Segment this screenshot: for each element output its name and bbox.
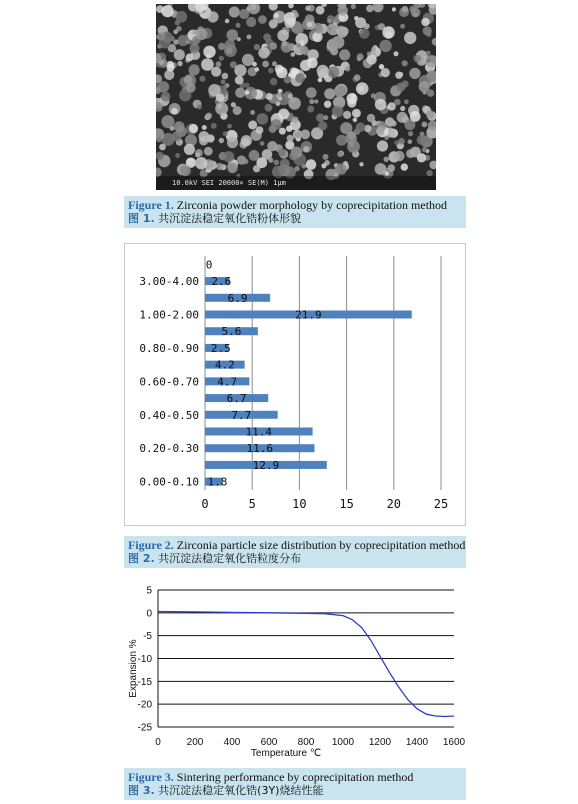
particle (394, 151, 404, 161)
particle (359, 29, 369, 39)
particle (347, 93, 358, 104)
particle (353, 118, 358, 123)
particle (408, 131, 413, 136)
particle (323, 154, 329, 160)
particle (305, 6, 310, 11)
figure3-title: Sintering performance by coprecipitation method (176, 770, 414, 784)
particle (237, 37, 241, 41)
particle (268, 68, 274, 74)
particle (354, 16, 359, 21)
x-tick-label: 10 (292, 497, 307, 511)
particle (235, 88, 245, 98)
particle (400, 106, 405, 111)
particle (373, 4, 384, 12)
figure2-title-zh: 共沉淀法稳定氧化锆粒度分布 (158, 552, 302, 565)
particle (379, 40, 391, 52)
particle (180, 166, 191, 177)
y-tick-label: -25 (137, 722, 152, 734)
particle (303, 146, 309, 152)
particle (328, 39, 339, 50)
particle (381, 68, 390, 77)
particle (253, 165, 260, 172)
particle (246, 17, 256, 27)
particle (287, 135, 294, 142)
particle (242, 54, 254, 66)
particle (254, 44, 260, 50)
particle (339, 49, 350, 60)
particle (244, 83, 249, 88)
x-tick-label: 0 (155, 737, 161, 748)
y-axis-title: Expansion % (128, 639, 139, 698)
particle (215, 102, 228, 115)
figure2-label: Figure 2. (128, 538, 174, 552)
particle (352, 109, 361, 118)
particle (423, 26, 432, 35)
particle (388, 164, 396, 172)
particle (276, 93, 282, 99)
particle (272, 61, 277, 66)
x-tick-label: 0 (201, 497, 209, 511)
particle (318, 121, 327, 130)
particle (276, 101, 281, 106)
particle (316, 6, 325, 15)
bar-chart-svg (125, 244, 465, 525)
particle (354, 74, 361, 81)
particle (278, 149, 286, 157)
particle (309, 99, 314, 104)
particle (422, 147, 427, 152)
figure1-label: Figure 1. (128, 198, 174, 212)
particle (323, 115, 328, 120)
x-tick-label: 15 (339, 497, 354, 511)
particle (196, 28, 208, 40)
particle (258, 15, 267, 24)
particle (384, 157, 389, 162)
particle (343, 111, 351, 119)
particle (156, 137, 162, 143)
particle (396, 83, 405, 92)
y-tick-label: -5 (143, 631, 152, 643)
particle (426, 58, 430, 62)
particle (162, 5, 174, 17)
particle (356, 122, 366, 132)
y-category-label: 0.00-0.10 (139, 475, 199, 489)
particle (398, 138, 405, 145)
particle (279, 128, 286, 135)
y-category-label: 0.40-0.50 (139, 408, 199, 422)
figure3-title-zh: 共沉淀法稳定氧化锆(3Y)烧结性能 (158, 784, 324, 797)
particle (306, 87, 317, 98)
particle (351, 4, 356, 9)
particle (421, 18, 429, 26)
particle (217, 104, 222, 109)
particle (336, 163, 347, 174)
particle (288, 4, 294, 8)
x-tick-label: 800 (297, 737, 315, 748)
particle (402, 6, 408, 12)
particle (171, 108, 178, 115)
figure1-title-zh: 共沉淀法稳定氧化锆粉体形貌 (158, 212, 302, 225)
particle (241, 135, 252, 146)
bar-value-label: 1.8 (207, 475, 228, 489)
figure2-caption (124, 536, 466, 568)
particle (221, 80, 226, 85)
bar-value-label: 11.6 (246, 442, 274, 456)
particle (314, 99, 318, 103)
particle (201, 58, 214, 71)
particle (227, 124, 232, 129)
particle (276, 67, 287, 78)
particle (229, 7, 240, 18)
particle (422, 122, 428, 128)
particle (384, 136, 388, 140)
particle (203, 46, 215, 58)
particle (255, 67, 260, 72)
x-tick-label: 1400 (405, 737, 429, 748)
particle (159, 144, 166, 151)
particle (195, 153, 200, 158)
particle (269, 125, 277, 133)
particle (324, 101, 331, 108)
x-tick-label: 25 (433, 497, 449, 511)
particle (195, 160, 200, 165)
particle (392, 7, 396, 11)
particle (204, 147, 213, 156)
particle-size-chart (124, 243, 466, 526)
particle (184, 75, 193, 84)
particle (250, 110, 255, 115)
particle (417, 153, 426, 162)
particle (397, 112, 408, 123)
particle (375, 99, 387, 111)
particle (375, 163, 387, 175)
particle (315, 23, 322, 30)
bar-value-label: 6.7 (226, 392, 247, 406)
particle (324, 88, 335, 99)
particle (409, 68, 420, 79)
particle (197, 104, 202, 109)
particle (295, 73, 305, 83)
figure3-label: Figure 3. (128, 770, 174, 784)
particle (387, 102, 395, 110)
x-tick-label: 400 (223, 737, 241, 748)
particle (382, 26, 394, 38)
x-tick-label: 600 (260, 737, 278, 748)
particle (211, 123, 217, 129)
particle (186, 39, 191, 44)
particle (404, 99, 409, 104)
particle (222, 73, 229, 80)
particle (406, 149, 415, 158)
particle (202, 125, 207, 130)
particle (371, 93, 376, 98)
particle (274, 13, 279, 18)
particle (306, 159, 317, 170)
y-category-label: 0.80-0.90 (139, 341, 199, 355)
particle (398, 72, 403, 77)
particle (356, 82, 369, 95)
y-tick-label: -15 (137, 676, 152, 688)
particle (157, 32, 165, 40)
particle (263, 33, 271, 41)
particle (359, 162, 363, 166)
bar-value-label: 0 (205, 258, 213, 272)
particle (175, 153, 180, 158)
bar-value-label: 4.7 (217, 375, 238, 389)
figure2-label-zh: 图 2. (128, 552, 155, 565)
particle (337, 151, 343, 157)
particle (262, 61, 269, 68)
particle (337, 86, 347, 96)
figure1-caption (124, 196, 466, 228)
particle (429, 161, 436, 170)
particle (371, 47, 376, 52)
particle (268, 158, 273, 163)
particle (376, 127, 384, 135)
y-category-label: 3.00-4.00 (139, 275, 199, 289)
particle (297, 43, 301, 47)
particle (364, 23, 370, 29)
x-axis-title: Temperature ℃ (250, 748, 322, 759)
particle (270, 42, 278, 50)
particle (211, 67, 221, 77)
particle (345, 133, 357, 145)
particle (236, 23, 241, 28)
bar-value-label: 4.2 (214, 358, 235, 372)
particle (161, 115, 174, 128)
expansion-line (158, 612, 454, 717)
particle (345, 66, 350, 71)
particle (300, 60, 311, 71)
figure2-title: Zirconia particle size distribution by coprecipitation method (176, 538, 466, 552)
particle (224, 44, 237, 57)
particle (294, 166, 299, 171)
particle (189, 124, 198, 133)
particle (332, 106, 344, 118)
particle (288, 97, 301, 110)
sem-micrograph (156, 4, 436, 190)
particle (257, 113, 269, 125)
particle (249, 150, 260, 161)
particle (337, 26, 348, 37)
x-tick-label: 200 (186, 737, 204, 748)
particle (394, 51, 399, 56)
particle (419, 81, 430, 92)
particle (184, 144, 195, 155)
figure3-caption (124, 768, 466, 800)
micrograph-scale-bar: 10.0kV SEI 20000× SE(M) 1μm (156, 176, 436, 190)
particle (300, 46, 308, 54)
figure1-title: Zirconia powder morphology by coprecipitation method (176, 198, 448, 212)
particle (234, 64, 246, 76)
particle (177, 61, 182, 66)
sintering-chart (124, 580, 466, 770)
bar-value-label: 7.7 (231, 408, 252, 422)
particle (219, 138, 224, 143)
particle (336, 135, 347, 146)
particle (377, 140, 388, 151)
y-category-label: 1.00-2.00 (139, 308, 199, 322)
particle (256, 126, 264, 134)
particle (404, 32, 416, 44)
particle (216, 61, 222, 67)
particle (284, 17, 295, 28)
particle (432, 38, 436, 46)
particle (400, 24, 405, 29)
particle (227, 137, 238, 148)
particle (243, 159, 249, 165)
particle (189, 43, 199, 53)
particle (246, 34, 251, 39)
particle (294, 132, 301, 139)
x-tick-label: 20 (386, 497, 402, 511)
particle (265, 104, 273, 112)
bar-value-label: 5.6 (221, 325, 242, 339)
particle (200, 76, 206, 82)
particle (176, 11, 188, 23)
line-chart-svg (124, 580, 466, 770)
particle (205, 113, 211, 119)
y-category-label: 0.20-0.30 (139, 442, 199, 456)
particle (227, 29, 239, 41)
particle (357, 53, 364, 60)
particle (366, 54, 376, 64)
x-tick-label: 1000 (331, 737, 355, 748)
particle-texture (156, 4, 436, 190)
particle (172, 131, 182, 141)
particle (174, 49, 185, 60)
particle (270, 78, 277, 85)
particle (174, 121, 185, 132)
particle (293, 24, 304, 35)
particle (426, 51, 431, 56)
particle (402, 60, 408, 66)
figure1-label-zh: 图 1. (128, 212, 155, 225)
particle (328, 66, 340, 78)
x-tick-label: 1200 (368, 737, 392, 748)
particle (239, 9, 249, 19)
bar-value-label: 11.4 (245, 425, 273, 439)
particle (338, 5, 348, 15)
particle (307, 22, 313, 28)
particle (367, 52, 371, 56)
particle (278, 109, 289, 120)
figure3-label-zh: 图 3. (128, 784, 155, 797)
y-tick-label: 0 (146, 608, 152, 620)
particle (245, 90, 250, 95)
particle (161, 92, 171, 102)
particle (417, 135, 427, 145)
particle (227, 162, 238, 173)
particle (294, 13, 299, 18)
particle (219, 56, 224, 61)
particle (223, 131, 228, 136)
particle (327, 19, 332, 24)
particle (411, 8, 421, 18)
bar-value-label: 12.9 (252, 458, 280, 472)
particle (207, 11, 218, 22)
particle (408, 139, 413, 144)
particle (291, 52, 296, 57)
particle (289, 152, 298, 161)
particle (327, 26, 331, 30)
particle (278, 89, 283, 94)
particle (206, 134, 215, 143)
particle (258, 47, 269, 58)
x-tick-label: 1600 (442, 737, 466, 748)
particle (318, 78, 323, 83)
particle (225, 19, 230, 24)
y-category-label: 0.60-0.70 (139, 375, 199, 389)
particle (173, 29, 178, 34)
particle (186, 83, 196, 93)
bar-value-label: 2.6 (211, 275, 232, 289)
particle (286, 126, 292, 132)
particle (247, 4, 260, 14)
particle (266, 93, 273, 100)
particle (216, 163, 223, 170)
particle (274, 160, 280, 166)
particle (300, 129, 310, 139)
particle (317, 65, 329, 77)
particle (269, 4, 278, 11)
particle (277, 30, 289, 42)
bar-value-label: 2.5 (210, 341, 231, 355)
particle (391, 121, 397, 127)
particle (187, 158, 194, 165)
particle (167, 61, 174, 68)
particle (282, 41, 288, 47)
particle (366, 5, 374, 13)
particle (189, 64, 200, 75)
y-tick-label: 5 (146, 585, 152, 597)
particle (413, 55, 421, 63)
particle (223, 151, 234, 162)
particle (248, 121, 257, 130)
particle (235, 76, 244, 85)
particle (316, 114, 324, 122)
particle (307, 106, 314, 113)
x-tick-label: 5 (248, 497, 256, 511)
particle (267, 141, 277, 151)
bar-value-label: 6.9 (227, 291, 248, 305)
particle (401, 163, 408, 170)
particle (292, 117, 298, 123)
y-tick-label: -10 (137, 654, 152, 665)
y-tick-label: -20 (137, 699, 152, 711)
bar-value-label: 21.9 (295, 308, 322, 322)
particle (410, 111, 421, 122)
particle (321, 163, 326, 168)
particle (260, 141, 265, 146)
particle (233, 106, 242, 115)
particle (216, 93, 225, 102)
particle (270, 22, 276, 28)
particle (364, 125, 371, 132)
particle (367, 114, 375, 122)
particle (426, 111, 434, 119)
particle (288, 94, 293, 99)
